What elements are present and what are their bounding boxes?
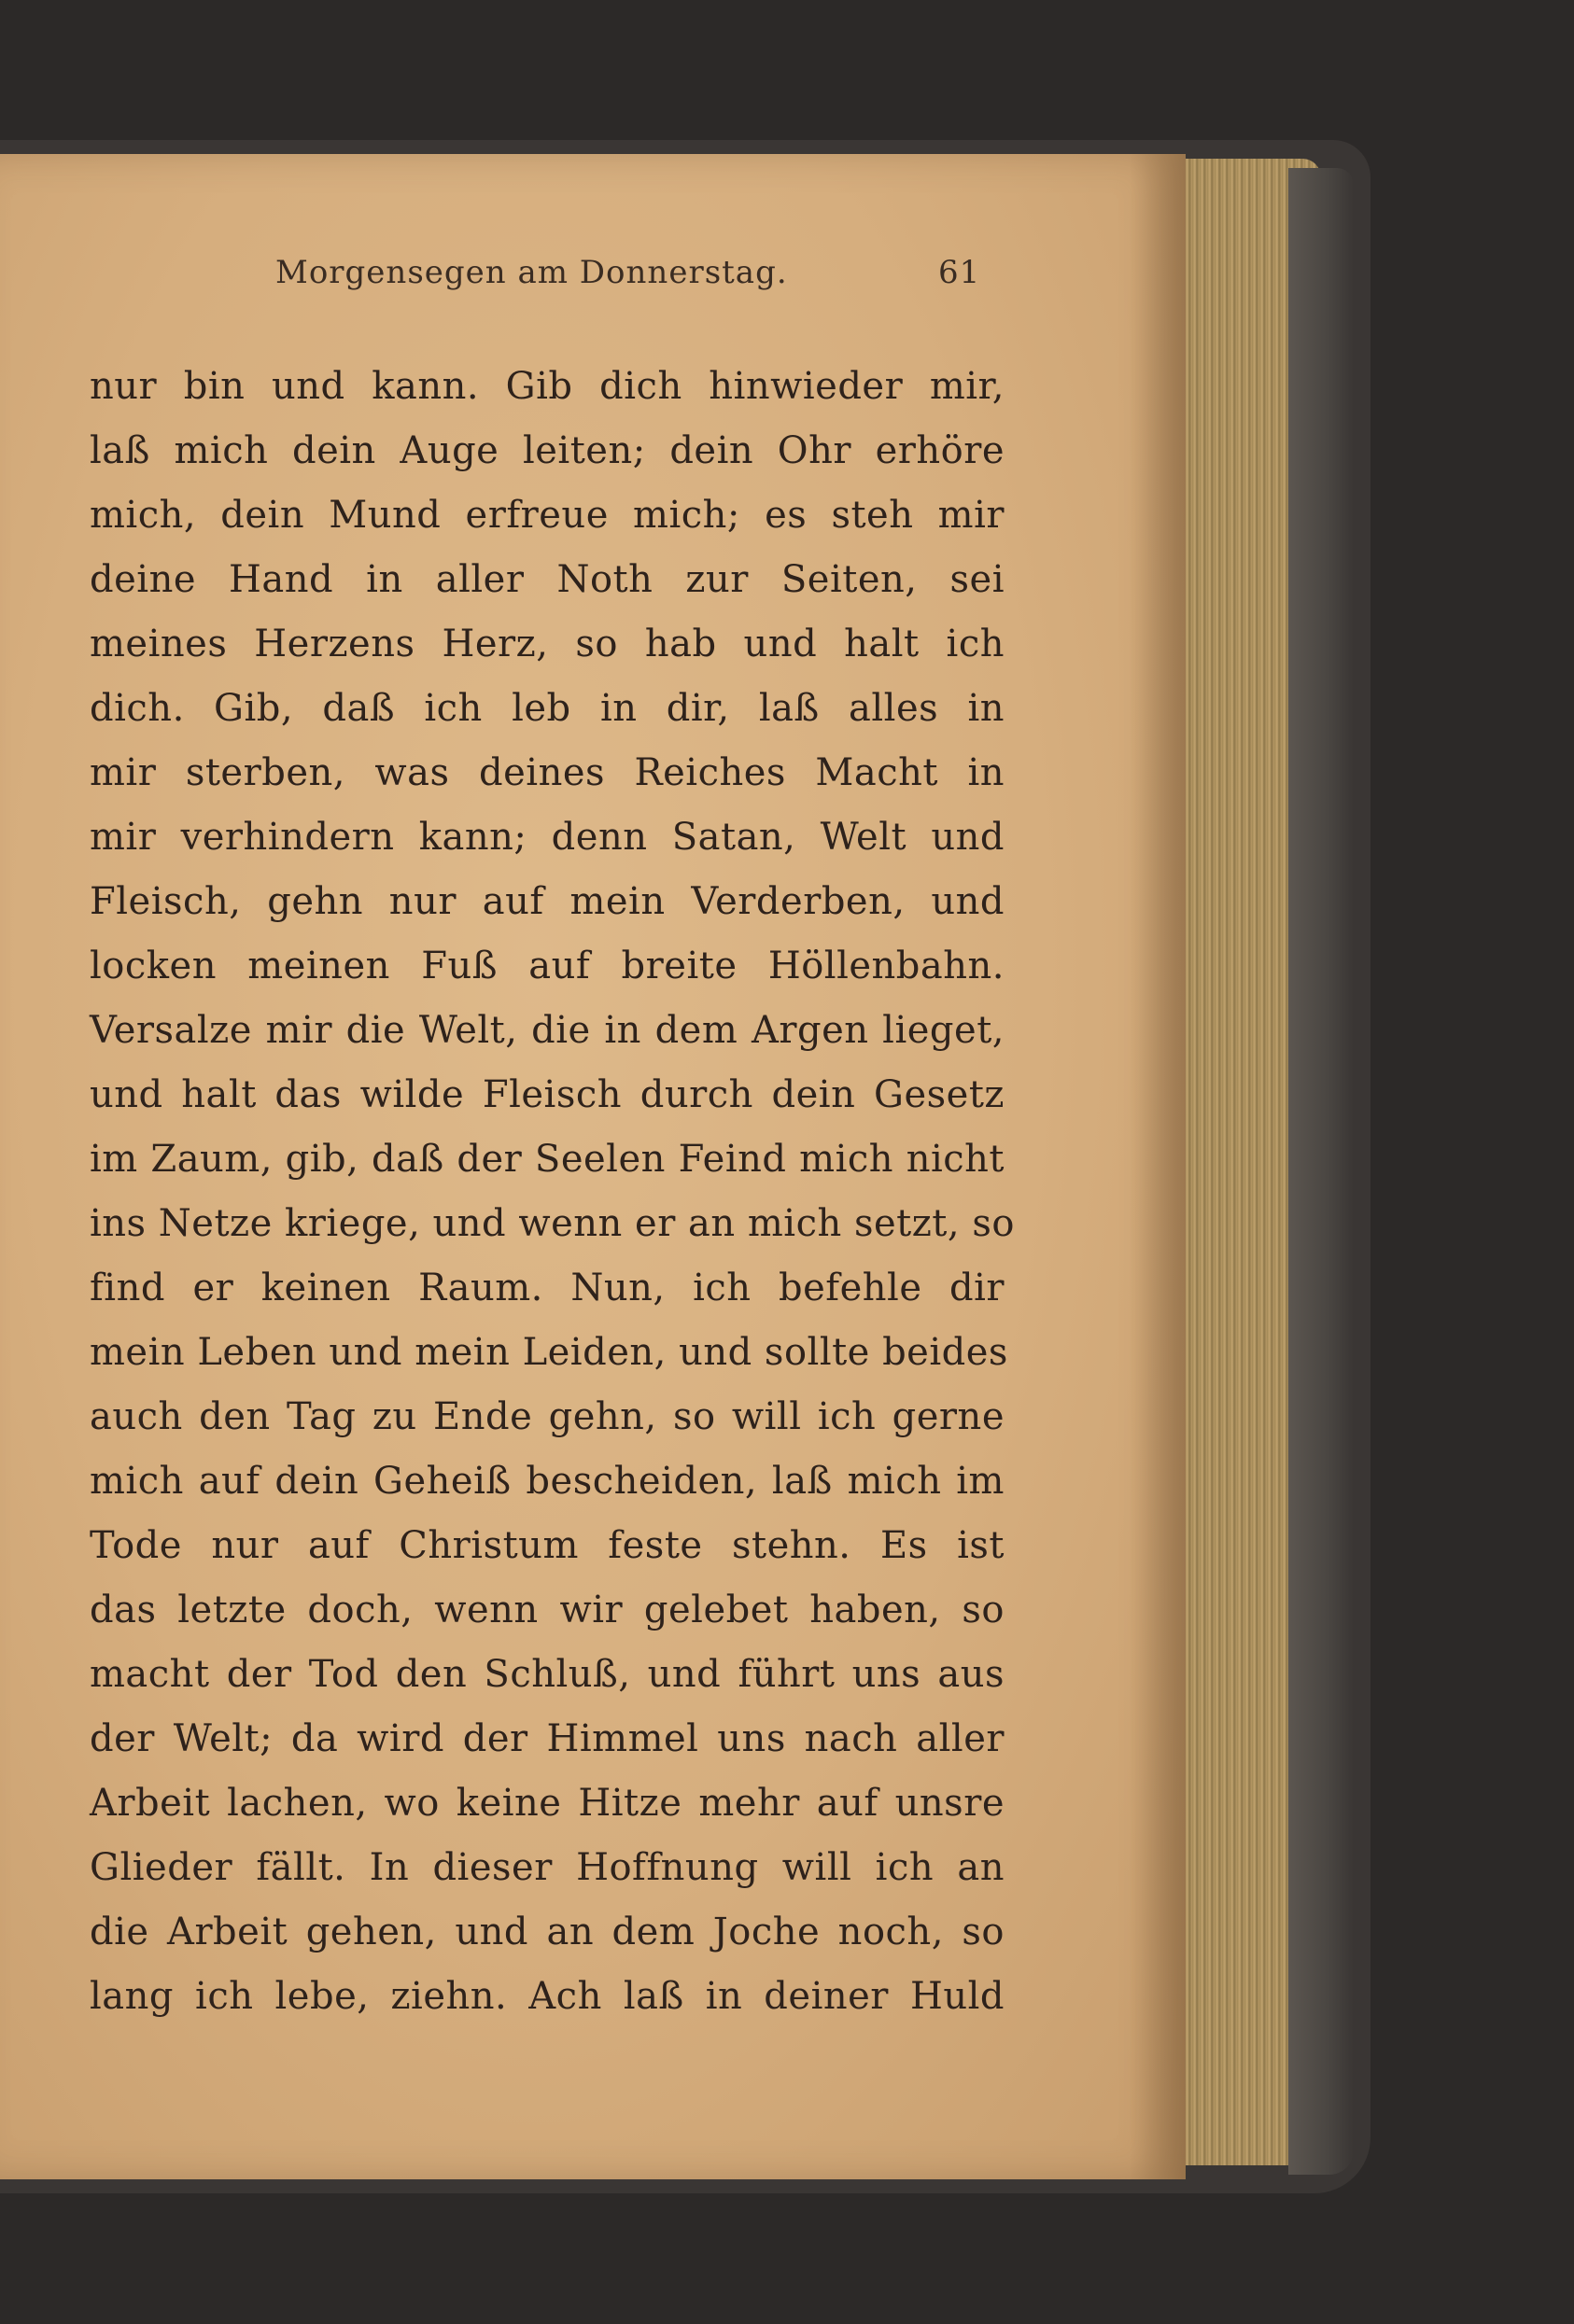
- text-line: auch den Tag zu Ende gehn, so will ich gerne: [90, 1395, 1005, 1438]
- text-line: deine Hand in aller Noth zur Seiten, sei: [90, 558, 1005, 601]
- text-line: Arbeit lachen, wo keine Hitze mehr auf unsre: [90, 1782, 1005, 1825]
- text-line: Glieder fällt. In dieser Hoffnung will ich an: [90, 1846, 1005, 1889]
- text-line: Tode nur auf Christum feste stehn. Es ist: [90, 1524, 1005, 1567]
- body-text: [90, 355, 1015, 2029]
- text-line: laß mich dein Auge leiten; dein Ohr erhöre: [90, 429, 1005, 472]
- text-line: Fleisch, gehn nur auf mein Verderben, und: [90, 880, 1005, 923]
- text-line: das letzte doch, wenn wir gelebet haben, so: [90, 1589, 1005, 1631]
- text-line: Versalze mir die Welt, die in dem Argen lieget,: [90, 1009, 1005, 1052]
- text-line: meines Herzens Herz, so hab und halt ich: [90, 623, 1005, 665]
- text-line: macht der Tod den Schluß, und führt uns aus: [90, 1653, 1005, 1696]
- page-number: 61: [938, 254, 981, 291]
- text-line: locken meinen Fuß auf breite Höllenbahn.: [90, 945, 1005, 987]
- text-line: der Welt; da wird der Himmel uns nach aller: [90, 1717, 1005, 1760]
- text-line: mich, dein Mund erfreue mich; es steh mir: [90, 494, 1005, 537]
- text-line: find er keinen Raum. Nun, ich befehle dir: [90, 1267, 1005, 1309]
- text-line: ins Netze kriege, und wenn er an mich setzt, so: [90, 1202, 1015, 1245]
- text-line: die Arbeit gehen, und an dem Joche noch, so: [90, 1911, 1005, 1953]
- text-line: mir verhindern kann; denn Satan, Welt und: [90, 816, 1005, 859]
- text-line: nur bin und kann. Gib dich hinwieder mir,: [90, 365, 1005, 408]
- text-line: im Zaum, gib, daß der Seelen Feind mich nicht: [90, 1138, 1005, 1181]
- text-line: mir sterben, was deines Reiches Macht in: [90, 751, 1005, 794]
- running-title: Morgensegen am Donnerstag.: [275, 254, 788, 291]
- book-spine-edge: [1288, 168, 1354, 2175]
- text-line: dich. Gib, daß ich leb in dir, laß alles in: [90, 687, 1005, 730]
- text-line: lang ich lebe, ziehn. Ach laß in deiner Huld: [90, 1975, 1005, 2018]
- text-line: und halt das wilde Fleisch durch dein Gesetz: [90, 1073, 1005, 1116]
- text-line: mich auf dein Geheiß bescheiden, laß mich im: [90, 1460, 1005, 1503]
- text-line: mein Leben und mein Leiden, und sollte beides: [90, 1331, 1008, 1374]
